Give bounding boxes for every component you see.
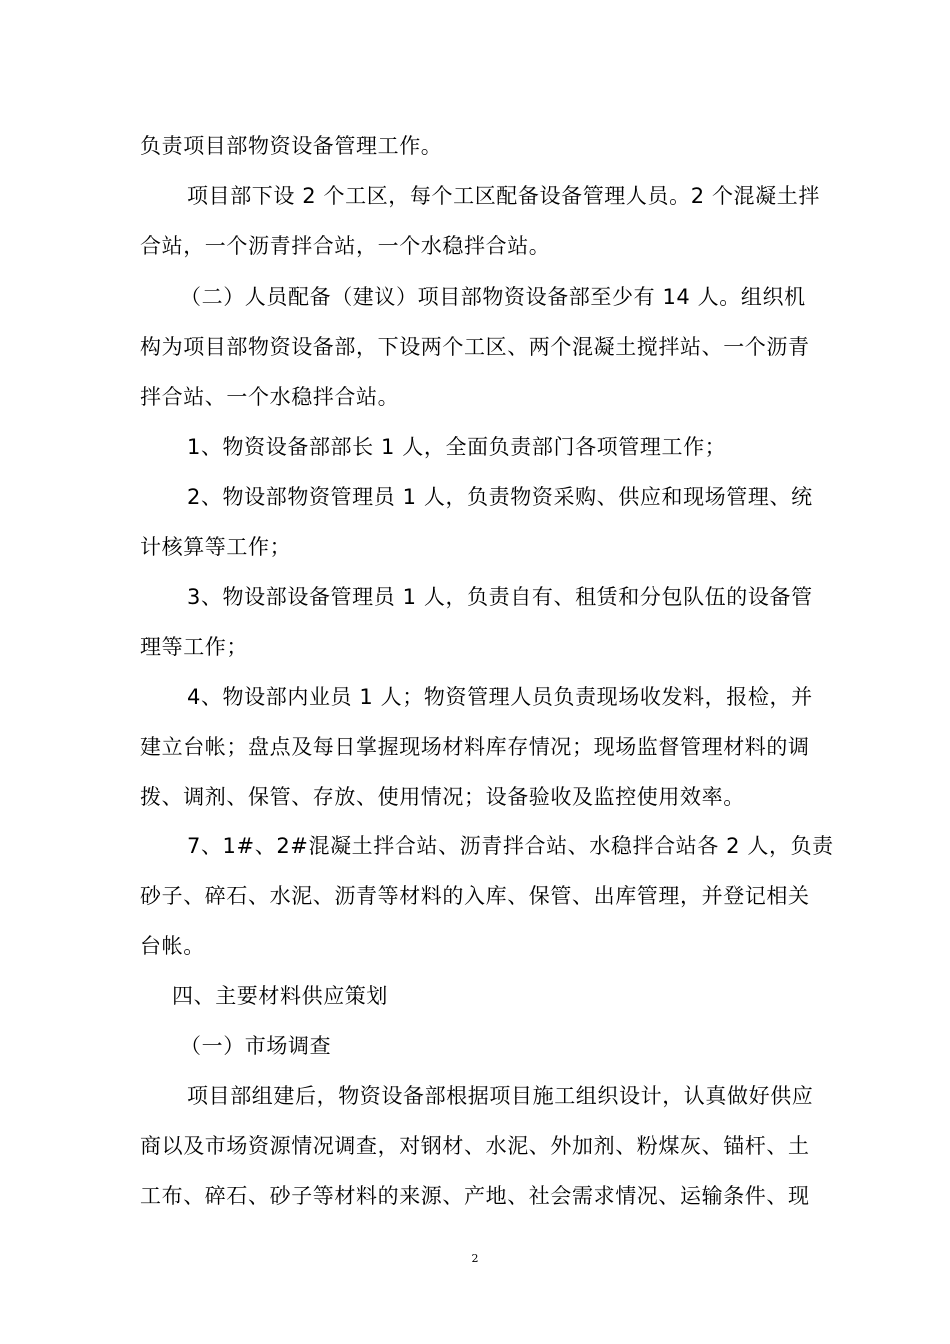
page-number: 2 xyxy=(471,1252,479,1265)
text-line: 合站，一个沥青拌合站，一个水稳拌合站。 xyxy=(140,234,551,258)
subsection-heading: （一）市场调查 xyxy=(180,1034,332,1058)
section-heading: 四、主要材料供应策划 xyxy=(172,984,388,1008)
text-line: 商以及市场资源情况调查，对钢材、水泥、外加剂、粉煤灰、锚杆、土 xyxy=(140,1134,810,1158)
text-line: 构为项目部物资设备部，下设两个工区、两个混凝土搅拌站、一个沥青 xyxy=(140,335,810,359)
text-line: 项目部下设 2 个工区，每个工区配备设备管理人员。2 个混凝土拌 xyxy=(187,184,820,208)
text-line: 理等工作； xyxy=(140,635,248,659)
text-line: 砂子、碎石、水泥、沥青等材料的入库、保管、出库管理，并登记相关 xyxy=(140,884,810,908)
text-line: 工布、碎石、砂子等材料的来源、产地、社会需求情况、运输条件、现 xyxy=(140,1184,810,1208)
text-line: 建立台帐；盘点及每日掌握现场材料库存情况；现场监督管理材料的调 xyxy=(140,735,810,759)
text-line: 负责项目部物资设备管理工作。 xyxy=(140,134,443,158)
text-line: 项目部组建后，物资设备部根据项目施工组织设计，认真做好供应 xyxy=(187,1084,814,1108)
text-line: 3、物设部设备管理员 1 人，负责自有、租赁和分包队伍的设备管 xyxy=(187,585,813,609)
text-line: 拌合站、一个水稳拌合站。 xyxy=(140,385,400,409)
text-line: 台帐。 xyxy=(140,934,205,958)
text-line: 拨、调剂、保管、存放、使用情况；设备验收及监控使用效率。 xyxy=(140,785,745,809)
text-line: （二）人员配备（建议）项目部物资设备部至少有 14 人。组织机 xyxy=(180,285,806,309)
text-line: 2、物设部物资管理员 1 人，负责物资采购、供应和现场管理、统 xyxy=(187,485,813,509)
text-line: 1、物资设备部部长 1 人，全面负责部门各项管理工作； xyxy=(187,435,727,459)
text-line: 7、1#、2#混凝土拌合站、沥青拌合站、水稳拌合站各 2 人，负责 xyxy=(187,834,834,858)
text-line: 计核算等工作； xyxy=(140,535,292,559)
text-line: 4、物设部内业员 1 人；物资管理人员负责现场收发料，报检，并 xyxy=(187,685,813,709)
